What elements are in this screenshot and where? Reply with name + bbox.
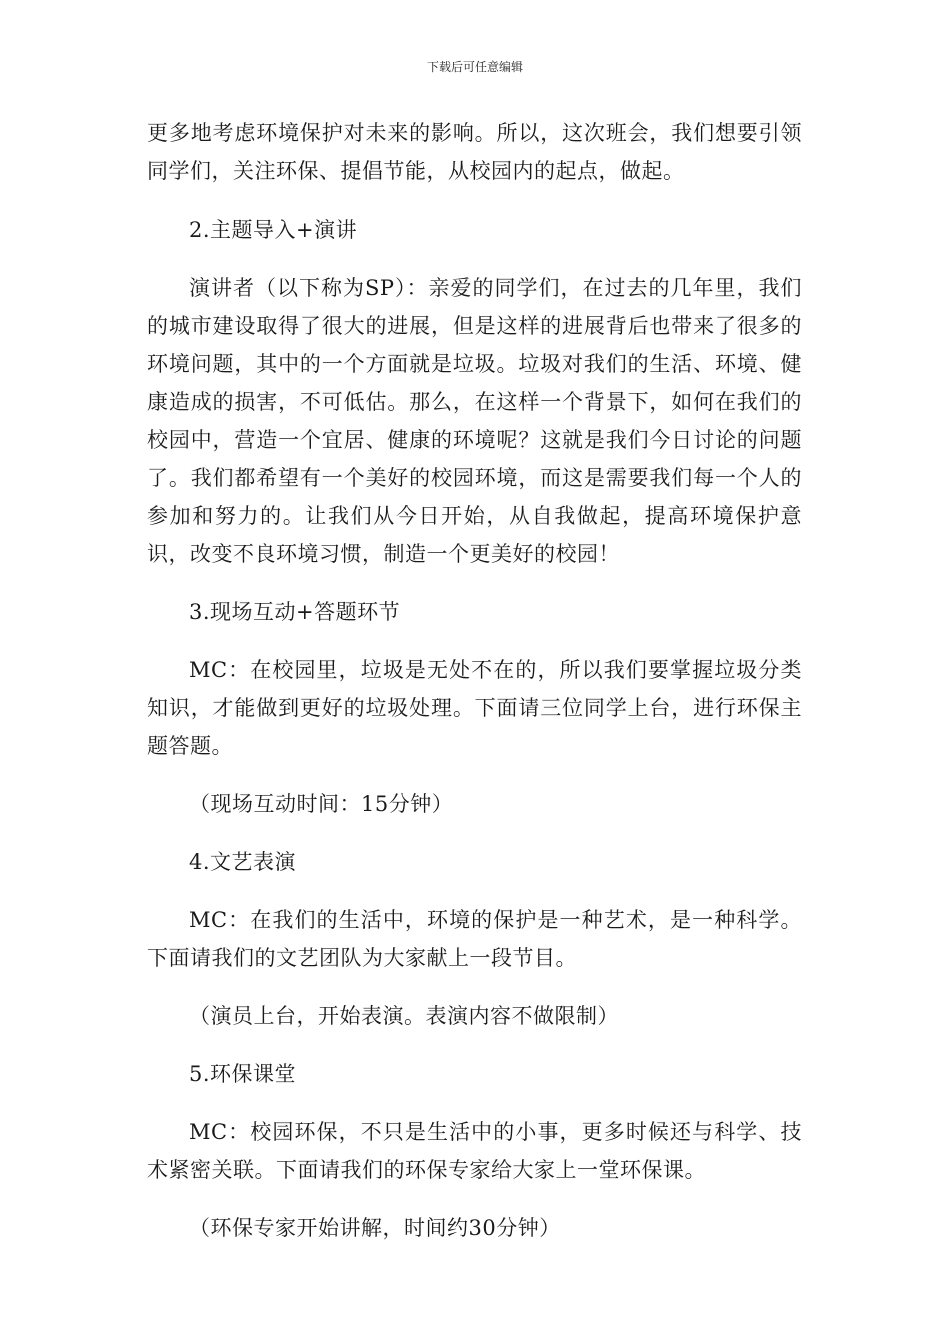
section-heading-5: 5.环保课堂 — [189, 1062, 297, 1086]
paragraph-continuation: 更多地考虑环境保护对未来的影响。所以，这次班会，我们想要引领同学们，关注环保、提倡节能，从校园内的起点，做起。 — [147, 121, 802, 183]
mc-paragraph-class: MC：校园环保，不只是生活中的小事，更多时候还与科学、技术紧密关联。下面请我们的环保专家给大家上一堂环保课。 — [147, 1120, 802, 1182]
speech-paragraph: 演讲者（以下称为SP）：亲爱的同学们，在过去的几年里，我们的城市建设取得了很大的进展，但是这样的进展背后也带来了很多的环境问题，其中的一个方面就是垃圾。垃圾对我们的生活、环境、健康造成的损害，不可低估。那么，在这样一个背景下，如何在我们的校园中，营造一个宜居、健康的环境呢？这就是我们今日讨论的问题了。我们都希望有一个美好的校园环境，而这是需要我们每一个人的参加和努力的。让我们从今日开始，从自我做起，提高环境保护意识，改变不良环境习惯，制造一个更美好的校园！ — [147, 276, 802, 566]
section-heading-2: 2.主题导入+演讲 — [189, 218, 358, 242]
section-heading-3: 3.现场互动+答题环节 — [189, 600, 401, 624]
section-heading-4: 4.文艺表演 — [189, 850, 297, 874]
page-header: 下载后可任意编辑 — [426, 60, 523, 74]
note-interaction-time: （现场互动时间：15分钟） — [189, 792, 454, 816]
document-body — [147, 114, 802, 1267]
mc-paragraph-quiz: MC：在校园里，垃圾是无处不在的，所以我们要掌握垃圾分类知识，才能做到更好的垃圾处理。下面请三位同学上台，进行环保主题答题。 — [147, 658, 802, 758]
note-performance: （演员上台，开始表演。表演内容不做限制） — [189, 1004, 619, 1028]
mc-paragraph-performance: MC：在我们的生活中，环境的保护是一种艺术，是一种科学。下面请我们的文艺团队为大家献上一段节目。 — [147, 908, 802, 970]
note-expert-lecture: （环保专家开始讲解，时间约30分钟） — [189, 1216, 561, 1240]
